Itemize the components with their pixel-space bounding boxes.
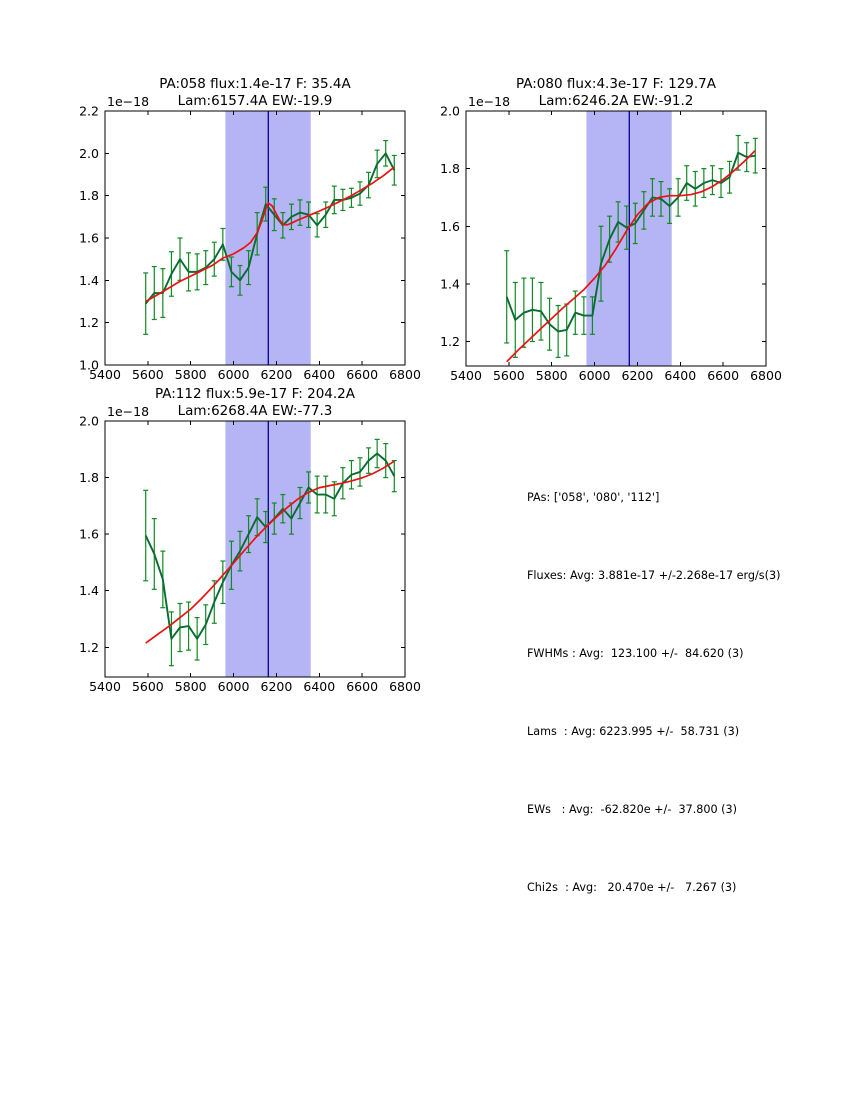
y-tick-label: 1.4 xyxy=(79,583,99,599)
x-tick-label: 6200 xyxy=(260,679,293,694)
y-tick-label: 1.4 xyxy=(440,276,460,292)
summary-line-fwhms: FWHMs : Avg: 123.100 +/- 84.620 (3) xyxy=(527,647,744,660)
x-tick-label: 6000 xyxy=(578,368,611,383)
x-tick-label: 6400 xyxy=(303,367,336,382)
x-tick-label: 6400 xyxy=(664,368,697,383)
chart-svg xyxy=(50,363,426,711)
summary-line-fluxes: Fluxes: Avg: 3.881e-17 +/-2.268e-17 erg/s(3) xyxy=(527,569,781,582)
axis-offset-label: 1e−18 xyxy=(107,404,150,419)
x-tick-label: 6600 xyxy=(346,367,379,382)
x-tick-label: 6200 xyxy=(621,368,654,383)
chart-svg xyxy=(411,53,787,400)
chart-svg xyxy=(50,53,426,399)
x-tick-label: 5800 xyxy=(174,679,207,694)
x-tick-label: 5400 xyxy=(89,679,121,694)
spectrum-plot-pa058 xyxy=(50,53,426,399)
x-tick-label: 6000 xyxy=(217,679,250,694)
chart-title-line1: PA:080 flux:4.3e-17 F: 129.7A xyxy=(515,76,717,92)
x-tick-label: 6600 xyxy=(707,368,740,383)
x-tick-label: 6800 xyxy=(389,367,421,382)
chart-title-line2: Lam:6157.4A EW:-19.9 xyxy=(177,93,333,109)
y-tick-label: 2.0 xyxy=(440,103,460,119)
x-tick-label: 6600 xyxy=(346,679,379,694)
chart-title-line1: PA:058 flux:1.4e-17 F: 35.4A xyxy=(159,76,351,92)
y-tick-label: 1.2 xyxy=(79,315,99,331)
summary-line-ews: EWs : Avg: -62.820e +/- 37.800 (3) xyxy=(527,803,738,816)
y-tick-label: 1.2 xyxy=(79,639,99,655)
chart-title-line2: Lam:6246.2A EW:-91.2 xyxy=(538,93,694,109)
summary-stats-block xyxy=(527,433,780,953)
x-tick-label: 6000 xyxy=(217,367,250,382)
spectrum-plot-pa112 xyxy=(50,363,426,711)
y-tick-label: 2.0 xyxy=(79,413,99,429)
y-tick-label: 2.2 xyxy=(79,103,99,119)
y-tick-label: 1.4 xyxy=(79,272,99,288)
y-tick-label: 1.2 xyxy=(440,334,460,350)
x-tick-label: 5800 xyxy=(174,367,207,382)
y-tick-label: 1.6 xyxy=(440,218,460,234)
x-tick-label: 5800 xyxy=(535,368,568,383)
summary-line-lams: Lams : Avg: 6223.995 +/- 58.731 (3) xyxy=(527,725,740,738)
chart-title-line1: PA:112 flux:5.9e-17 F: 204.2A xyxy=(154,386,356,402)
x-tick-label: 6800 xyxy=(750,368,782,383)
chart-title-line2: Lam:6268.4A EW:-77.3 xyxy=(177,403,333,419)
x-tick-label: 6400 xyxy=(303,679,336,694)
spectrum-plot-pa080 xyxy=(411,53,787,400)
x-tick-label: 5400 xyxy=(89,367,121,382)
summary-line-pas: PAs: ['058', '080', '112'] xyxy=(527,491,660,504)
x-tick-label: 5600 xyxy=(131,679,164,694)
summary-line-chi2s: Chi2s : Avg: 20.470e +/- 7.267 (3) xyxy=(527,881,737,894)
y-tick-label: 1.6 xyxy=(79,230,99,246)
y-tick-label: 1.8 xyxy=(79,470,99,486)
x-tick-label: 5400 xyxy=(450,368,482,383)
y-tick-label: 1.6 xyxy=(79,526,99,542)
y-tick-label: 2.0 xyxy=(79,145,99,161)
x-tick-label: 6200 xyxy=(260,367,293,382)
axis-offset-label: 1e−18 xyxy=(468,94,511,109)
y-tick-label: 1.8 xyxy=(79,188,99,204)
y-tick-label: 1.0 xyxy=(79,357,99,373)
x-tick-label: 5600 xyxy=(131,367,164,382)
x-tick-label: 5600 xyxy=(492,368,525,383)
x-tick-label: 6800 xyxy=(389,679,421,694)
axis-offset-label: 1e−18 xyxy=(107,94,150,109)
y-tick-label: 1.8 xyxy=(440,161,460,177)
